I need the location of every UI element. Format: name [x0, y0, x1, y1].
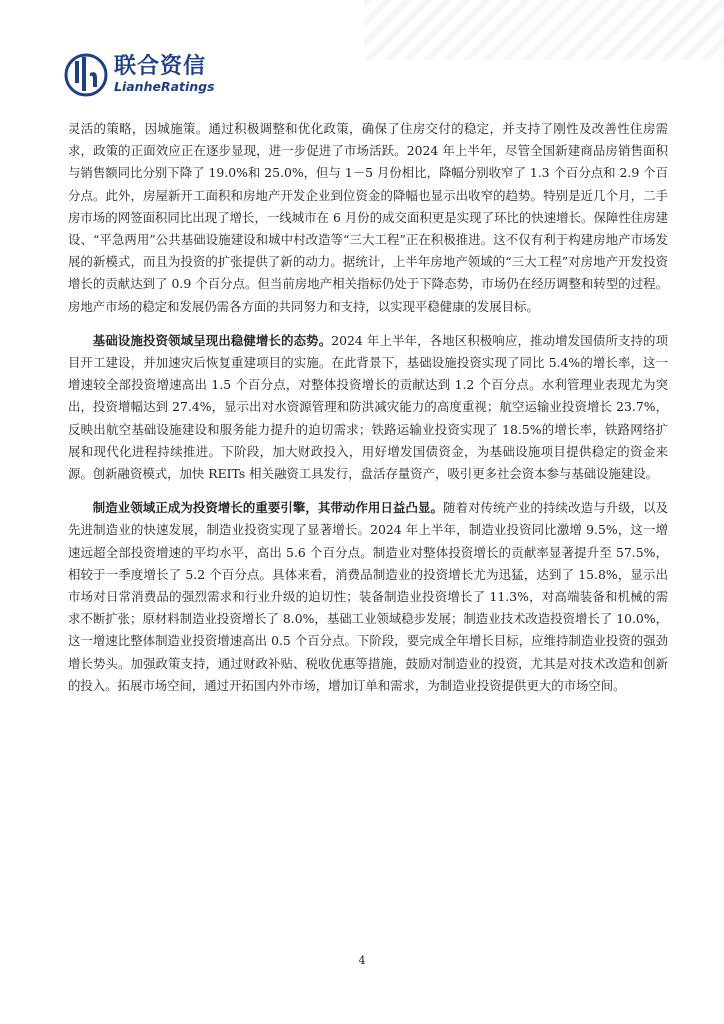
paragraph-manufacturing: [68, 497, 668, 697]
paragraph-lead: 基础设施投资领域呈现出稳健增长的态势。: [92, 332, 332, 348]
paragraph-lead: 制造业领域正成为投资增长的重要引擎，其带动作用日益凸显。: [92, 500, 443, 516]
logo-english-name: LianheRatings: [114, 79, 215, 94]
paragraph-text: 随着对传统产业的持续改造与升级，以及先进制造业的快速发展，制造业投资实现了显著增长。2024 年上半年，制造业投资同比激增 9.5%，这一增速远超全部投资增速的平均水平，高出 5.6 个百分点。制造业对整体投资增长的贡献率显著提升至 57.5%，相较于一季度增长了 5.2 个百分点。具体来看，消费品制造业的投资增长尤为迅猛，达到了 15.8%，显示出市场对日常消费品的强烈需求和行业升级的迫切性；装备制造业投资增长了 11.3%，对高端装备和机械的需求不断扩张；原材料制造业投资增长了 8.0%，基础工业领域稳步发展；制造业技术改造投资增长了 10.0%，这一增速比整体制造业投资增速高出 0.5 个百分点。下阶段，要完成全年增长目标，应维持制造业投资的强劲增长势头。加强政策支持，通过财政补贴、税收优惠等措施，鼓励对制造业的投资，尤其是对技术改造和创新的投入。拓展市场空间，通过开拓国内外市场，增加订单和需求，为制造业投资提供更大的市场空间。: [68, 500, 669, 693]
paragraph-text: 2024 年上半年，各地区积极响应，推动增发国债所支持的项目开工建设，并加速灾后恢复重建项目的实施。在此背景下，基础设施投资实现了同比 5.4%的增长率，这一增速较全部投资增速高出 1.5 个百分点，对整体投资增长的贡献达到 1.2 个百分点。水利管理业表现尤为突出，投资增幅达到 27.4%，显示出对水资源管理和防洪减灾能力的高度重视；航空运输业投资增长 23.7%，反映出航空基础设施建设和服务能力提升的迫切需求；铁路运输业投资实现了 18.5%的增长率，铁路网络扩展和现代化进程持续推进。下阶段，加大财政投入，用好增发国债资金，为基础设施项目提供稳定的资金来源。创新融资模式，加快 REITs 相关融资工具发行，盘活存量资产，吸引更多社会资本参与基础设施建设。: [68, 332, 668, 482]
header-decoration: [364, 0, 724, 60]
document-body: [68, 118, 668, 709]
paragraph-text: 灵活的策略，因城施策。通过积极调整和优化政策，确保了住房交付的稳定，并支持了刚性及改善性住房需求，政策的正面效应正在逐步显现，进一步促进了市场活跃。2024 年上半年，尽管全国新建商品房销售面积与销售额同比分别下降了 19.0%和 25.0%，但与 1－5 月份相比，降幅分别收窄了 1.3 个百分点和 2.9 个百分点。此外，房屋新开工面积和房地产开发企业到位资金的降幅也显示出收窄的趋势。特别是近几个月，二手房市场的网签面积同比出现了增长，一线城市在 6 月份的成交面积更是实现了环比的快速增长。保障性住房建设、“平急两用”公共基础设施建设和城中村改造等“三大工程”正在积极推进。这不仅有利于构建房地产市场发展的新模式，而且为投资的扩张提供了新的动力。据统计，上半年房地产领域的“三大工程”对房地产开发投资增长的贡献达到了 0.9 个百分点。但当前房地产相关指标仍处于下降态势，市场仍在经历调整和转型的过程。房地产市场的稳定和发展仍需各方面的共同努力和支持，以实现平稳健康的发展目标。: [68, 121, 668, 314]
page-number: 4: [358, 954, 366, 967]
paragraph-infrastructure: [68, 330, 668, 485]
lianhe-logo-icon: [64, 53, 108, 97]
paragraph-real-estate: [68, 118, 668, 318]
logo-chinese-name: 联合资信: [114, 54, 207, 79]
company-logo: [64, 52, 215, 98]
